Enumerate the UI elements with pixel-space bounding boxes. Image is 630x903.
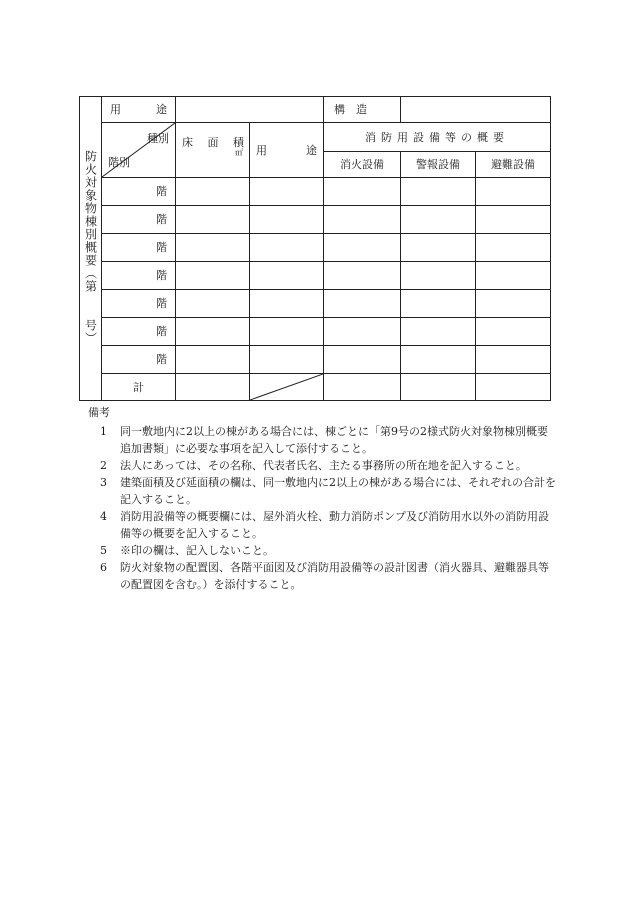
strike-line bbox=[250, 374, 323, 400]
area-cell[interactable] bbox=[176, 318, 250, 346]
area-cell[interactable] bbox=[176, 206, 250, 234]
note-item bbox=[88, 542, 558, 559]
notes-title: 備考 bbox=[88, 406, 110, 419]
evacuation-cell[interactable] bbox=[476, 290, 551, 318]
extinguishing-cell[interactable] bbox=[324, 178, 401, 206]
floor-label-cell: 階 bbox=[102, 262, 176, 290]
floor-row bbox=[80, 262, 551, 290]
equipment-group-label: 消防用設備等の概要 bbox=[365, 130, 509, 144]
alarm-cell[interactable] bbox=[401, 234, 476, 262]
equipment-col-fire-extinguishing: 消火設備 bbox=[324, 152, 401, 178]
row-use-structure bbox=[80, 97, 551, 123]
floor-label-cell: 階 bbox=[102, 346, 176, 374]
alarm-cell[interactable] bbox=[401, 318, 476, 346]
alarm-cell[interactable] bbox=[401, 206, 476, 234]
use-header bbox=[250, 123, 324, 178]
evacuation-cell[interactable] bbox=[476, 206, 551, 234]
area-cell[interactable] bbox=[176, 346, 250, 374]
evacuation-cell[interactable] bbox=[476, 234, 551, 262]
type-floor-diagonal-cell bbox=[102, 123, 176, 178]
floor-label-cell: 階 bbox=[102, 318, 176, 346]
extinguishing-cell[interactable] bbox=[324, 234, 401, 262]
floor-row bbox=[80, 346, 551, 374]
evacuation-cell[interactable] bbox=[476, 346, 551, 374]
alarm-cell[interactable] bbox=[401, 178, 476, 206]
equipment-col-alarm: 警報設備 bbox=[401, 152, 476, 178]
area-label-a: 床 bbox=[182, 136, 193, 149]
area-label-c: 積 bbox=[233, 136, 244, 149]
total-evacuation-cell[interactable] bbox=[476, 374, 551, 401]
note-text: ※印の欄は、記入しないこと。 bbox=[120, 544, 274, 557]
floor-row bbox=[80, 290, 551, 318]
total-label: 計 bbox=[133, 380, 144, 394]
note-text: 法人にあっては、その名称、代表者氏名、主たる事務所の所在地を記入すること。 bbox=[120, 459, 527, 472]
note-text: 同一敷地内に2以上の棟がある場合には、棟ごとに「第9号の2様式防火対象物棟別概要追加書類」に必要な事項を記入して添付すること。 bbox=[120, 425, 548, 455]
note-text: 建築面積及び延面積の欄は、同一敷地内に2以上の棟がある場合には、それぞれの合計を記入すること。 bbox=[120, 476, 556, 506]
alarm-cell[interactable] bbox=[401, 346, 476, 374]
row-header-1 bbox=[80, 123, 551, 152]
note-item bbox=[88, 423, 558, 457]
use-cell[interactable] bbox=[250, 262, 324, 290]
evacuation-cell[interactable] bbox=[476, 318, 551, 346]
note-item bbox=[88, 474, 558, 508]
extinguishing-cell[interactable] bbox=[324, 346, 401, 374]
kouzou-value-cell[interactable] bbox=[401, 97, 551, 123]
floor-row bbox=[80, 178, 551, 206]
extinguishing-cell[interactable] bbox=[324, 318, 401, 346]
total-label-cell bbox=[102, 374, 176, 401]
area-unit: ㎡ bbox=[235, 148, 243, 157]
use-cell[interactable] bbox=[250, 318, 324, 346]
equipment-col-evacuation: 避難設備 bbox=[476, 152, 551, 178]
note-number: 2 bbox=[100, 459, 107, 472]
area-cell[interactable] bbox=[176, 262, 250, 290]
extinguishing-cell[interactable] bbox=[324, 262, 401, 290]
equipment-group-header bbox=[324, 123, 551, 152]
extinguishing-cell[interactable] bbox=[324, 206, 401, 234]
total-extinguishing-cell[interactable] bbox=[324, 374, 401, 401]
side-label: 防火対象物棟別概要（第 号） bbox=[83, 150, 98, 345]
note-item bbox=[88, 508, 558, 542]
kouzou-label-cell bbox=[324, 97, 401, 123]
note-text: 消防用設備等の概要欄には、屋外消火栓、動力消防ポンプ及び消防用水以外の消防用設備等の概要を記入すること。 bbox=[120, 510, 549, 540]
extinguishing-cell[interactable] bbox=[324, 290, 401, 318]
use-label-b: 途 bbox=[306, 143, 317, 157]
note-number: 4 bbox=[100, 510, 107, 523]
area-cell[interactable] bbox=[176, 234, 250, 262]
use-label-a: 用 bbox=[256, 143, 267, 157]
building-overview-table bbox=[79, 96, 551, 401]
total-row bbox=[80, 374, 551, 401]
shubetsu-label: 種別 bbox=[147, 132, 169, 145]
notes-section bbox=[88, 404, 558, 593]
alarm-cell[interactable] bbox=[401, 262, 476, 290]
total-area-cell[interactable] bbox=[176, 374, 250, 401]
youto-value-cell[interactable] bbox=[176, 97, 324, 123]
use-cell[interactable] bbox=[250, 234, 324, 262]
use-cell[interactable] bbox=[250, 178, 324, 206]
use-cell[interactable] bbox=[250, 346, 324, 374]
youto-label-b: 途 bbox=[156, 103, 167, 116]
total-alarm-cell[interactable] bbox=[401, 374, 476, 401]
total-use-crossed-cell bbox=[250, 374, 324, 401]
alarm-cell[interactable] bbox=[401, 290, 476, 318]
note-number: 6 bbox=[100, 561, 107, 574]
note-number: 1 bbox=[100, 425, 107, 438]
kouzou-label: 構 造 bbox=[334, 103, 367, 116]
use-cell[interactable] bbox=[250, 290, 324, 318]
floor-row bbox=[80, 234, 551, 262]
floor-row bbox=[80, 318, 551, 346]
note-number: 5 bbox=[100, 544, 107, 557]
note-item bbox=[88, 559, 558, 593]
floor-label-cell: 階 bbox=[102, 234, 176, 262]
floor-area-header bbox=[176, 123, 250, 178]
kaibetsu-label: 階別 bbox=[108, 156, 130, 169]
note-item bbox=[88, 457, 558, 474]
area-label-b: 面 bbox=[207, 136, 219, 149]
side-label-cell bbox=[80, 97, 102, 401]
evacuation-cell[interactable] bbox=[476, 262, 551, 290]
area-cell[interactable] bbox=[176, 178, 250, 206]
floor-label-cell: 階 bbox=[102, 290, 176, 318]
area-cell[interactable] bbox=[176, 290, 250, 318]
youto-label-a: 用 bbox=[110, 103, 121, 116]
floor-row bbox=[80, 206, 551, 234]
use-cell[interactable] bbox=[250, 206, 324, 234]
note-text: 防火対象物の配置図、各階平面図及び消防用設備等の設計図書（消火器具、避難器具等の配置図を含む。）を添付すること。 bbox=[120, 561, 549, 591]
evacuation-cell[interactable] bbox=[476, 178, 551, 206]
floor-label-cell: 階 bbox=[102, 206, 176, 234]
note-number: 3 bbox=[100, 476, 107, 489]
youto-label-cell bbox=[102, 97, 176, 123]
floor-label-cell: 階 bbox=[102, 178, 176, 206]
